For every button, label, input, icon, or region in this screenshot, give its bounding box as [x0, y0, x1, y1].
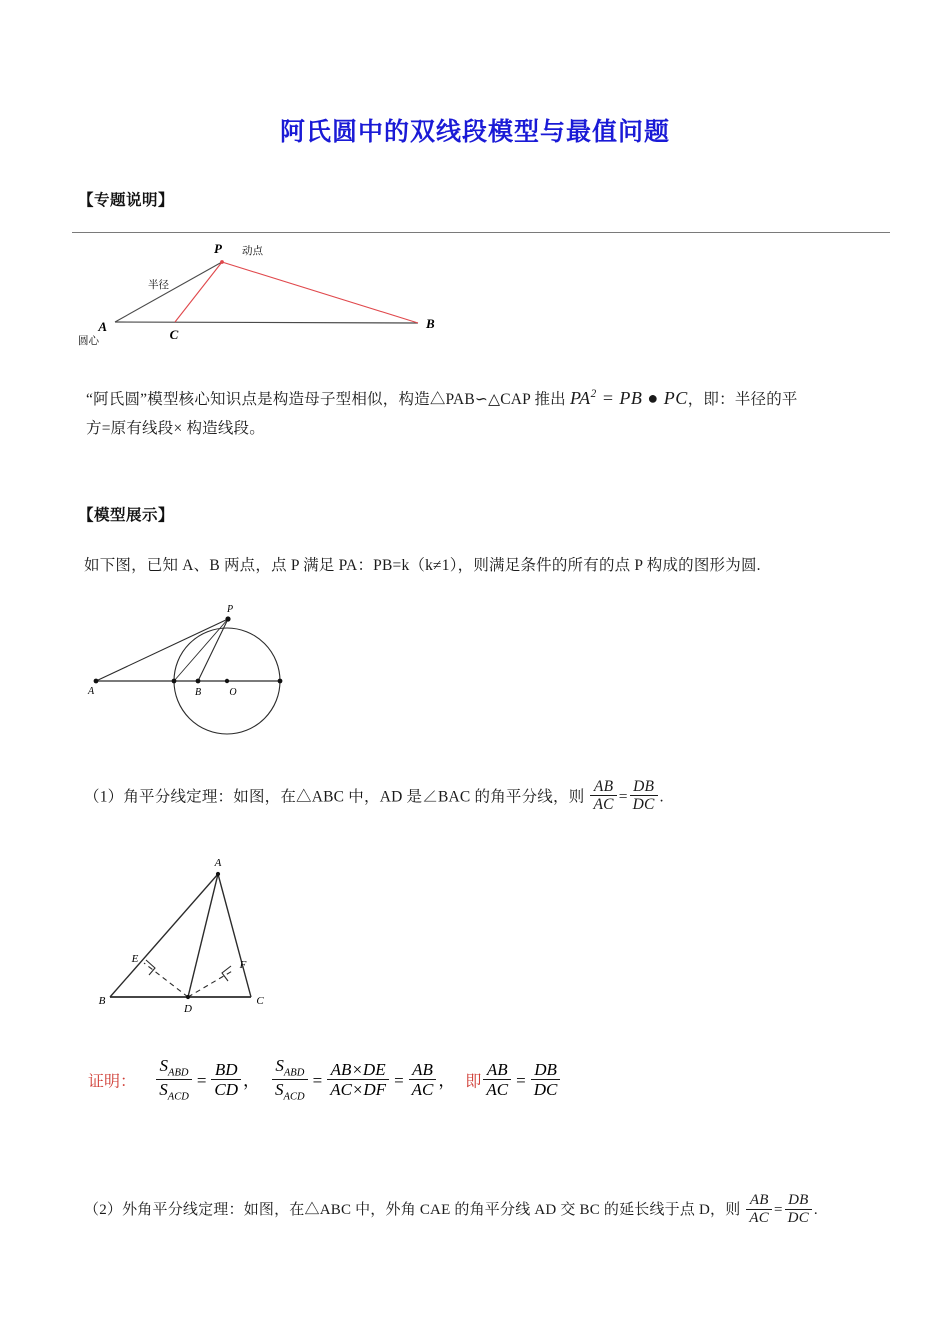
figure-label-A: A: [98, 319, 107, 334]
fraction-AB-over-AC: [746, 1192, 772, 1227]
fraction-denominator: AC: [411, 1080, 434, 1100]
horizontal-divider: [72, 232, 890, 233]
equals-sign-1: =: [196, 1071, 207, 1091]
point-A-dot: [216, 872, 220, 876]
figure-label-A: A: [214, 857, 222, 869]
figure-label-B: B: [426, 316, 435, 331]
point-P-dot: [220, 260, 224, 264]
paragraph-theorem-angle-bisector: [84, 778, 904, 814]
segment-AP: [96, 619, 228, 681]
point-O-dot: [225, 679, 229, 683]
core-text-before: “阿氏圆”模型核心知识点是构造母子型相似，构造△PAB∽△CAP 推出: [86, 391, 570, 408]
section-heading-model-demo: 【模型展示】: [78, 506, 175, 524]
fraction-numerator: DB: [531, 1060, 561, 1080]
paragraph-model-intro: 如下图，已知 A、B 两点，点 P 满足 PA：PB=k（k≠1），则满足条件的所有的点 P 构成的图形为圆.: [84, 557, 761, 574]
figure-label-A: A: [87, 686, 95, 697]
figure-label-O: O: [229, 687, 237, 698]
segment-AB: [115, 322, 418, 323]
segment-AP: [115, 262, 222, 322]
area-subscript: ABD: [168, 1067, 189, 1079]
fraction-denominator: AC: [486, 1080, 509, 1100]
area-subscript: ACD: [167, 1091, 189, 1103]
area-subscript: ACD: [283, 1091, 305, 1103]
chord-left-to-P: [174, 619, 228, 681]
fraction-DB-over-DC: [630, 778, 658, 814]
fraction-denominator: [272, 1080, 308, 1103]
figure-label-C: C: [169, 327, 179, 342]
comma-2: ，: [438, 1071, 456, 1091]
segment-BP: [198, 619, 228, 681]
area-symbol: S: [159, 1080, 168, 1100]
section-heading-topic-note: 【专题说明】: [78, 191, 175, 209]
fraction-denominator: [156, 1080, 192, 1103]
theorem2-period: .: [813, 1202, 818, 1218]
core-text-line2: 方=原有线段× 构造线段。: [86, 420, 265, 438]
fraction-AB-over-AC-2: [483, 1060, 511, 1099]
figure-circle-locus: [80, 600, 330, 750]
fraction-numerator: DB: [785, 1192, 812, 1210]
fraction-numerator: [272, 1056, 308, 1080]
theorem1-text: （1）角平分线定理：如图，在△ABC 中，AD 是∠BAC 的角平分线，则: [84, 788, 589, 806]
fraction-denominator: DC: [632, 796, 655, 814]
equals-sign-2: =: [312, 1071, 323, 1091]
area-subscript: ABD: [283, 1067, 305, 1079]
fraction-denominator: AC: [593, 796, 614, 814]
figure-label-E: E: [131, 953, 139, 965]
fraction-DB-over-DC: [785, 1192, 812, 1227]
point-A-dot: [94, 679, 99, 684]
fraction-denominator: CD: [214, 1080, 239, 1100]
figure-label-B: B: [98, 995, 106, 1007]
figure-label-F: F: [239, 959, 247, 971]
fraction-S-ABD-over-S-ACD-1: [156, 1056, 192, 1103]
area-symbol: S: [159, 1056, 169, 1075]
fraction-numerator: AB: [409, 1060, 437, 1080]
figure-label-P: P: [226, 604, 234, 615]
core-formula: $PA^2$ = PB ● PC: [569, 388, 688, 408]
fraction-numerator: BD: [211, 1060, 241, 1080]
area-symbol: S: [275, 1080, 284, 1100]
segment-DF-dashed: [188, 970, 234, 997]
equals-sign: =: [773, 1202, 783, 1218]
fraction-DB-over-DC: [531, 1060, 561, 1099]
point-P-dot: [225, 616, 230, 621]
fraction-numerator: DB: [630, 778, 658, 796]
segment-AC: [218, 874, 251, 997]
core-text-after: ，即：半径的平: [687, 391, 798, 408]
fraction-numerator: [156, 1056, 192, 1080]
paragraph-core-knowledge: [86, 382, 901, 444]
proof-label: 证明：: [88, 1073, 137, 1091]
fraction-denominator: DC: [533, 1080, 558, 1100]
page-title: 阿氏圆中的双线段模型与最值问题: [279, 117, 670, 146]
fraction-BD-over-CD: [211, 1060, 241, 1099]
point-D-dot: [186, 995, 190, 999]
fraction-ABxDE-over-ACxDF: [327, 1060, 389, 1099]
right-angle-mark-F: [222, 966, 231, 981]
theorem2-text: （2）外角平分线定理：如图，在△ABC 中，外角 CAE 的角平分线 AD 交 BC 的延长线于点 D，则: [84, 1202, 745, 1218]
proof-then-label: 即: [465, 1073, 482, 1091]
fraction-numerator: AB: [746, 1192, 772, 1210]
fraction-numerator: AB×DE: [327, 1060, 389, 1080]
equals-sign-4: =: [516, 1071, 526, 1091]
fraction-denominator: DC: [787, 1209, 809, 1226]
equals-sign: =: [618, 788, 628, 806]
figure-apollonius-triangle: [70, 236, 490, 356]
figure-bisector-triangle: [88, 852, 368, 1018]
fraction-denominator: AC×DF: [330, 1080, 387, 1100]
figure-label-C: C: [256, 995, 264, 1007]
fraction-AB-over-AC-1: [409, 1060, 437, 1099]
fraction-denominator: AC: [749, 1209, 769, 1226]
paragraph-theorem-external-bisector: [84, 1192, 914, 1227]
point-right-intersection-dot: [278, 679, 283, 684]
figure-annotation-moving-point: 动点: [242, 245, 263, 257]
segment-AD: [188, 874, 218, 997]
figure-annotation-radius: 半径: [148, 279, 169, 291]
figure-label-B: B: [194, 687, 202, 698]
segment-DE-dashed: [144, 963, 188, 997]
fraction-numerator: AB: [590, 778, 616, 796]
fraction-S-ABD-over-S-ACD-2: [272, 1056, 308, 1103]
figure-annotation-center: 圆心: [78, 335, 99, 347]
equals-sign-3: =: [394, 1071, 404, 1091]
segment-CP: [175, 262, 222, 322]
area-symbol: S: [275, 1056, 284, 1075]
figure-label-P: P: [214, 241, 222, 256]
point-B-dot: [196, 679, 201, 684]
fraction-numerator: AB: [483, 1060, 511, 1080]
fraction-AB-over-AC: [590, 778, 616, 814]
point-left-intersection-dot: [172, 679, 177, 684]
theorem1-period: .: [659, 788, 664, 806]
segment-PB: [222, 262, 418, 323]
comma-1: ，: [243, 1071, 261, 1091]
proof-line: [88, 1056, 562, 1103]
figure-label-D: D: [184, 1003, 192, 1015]
